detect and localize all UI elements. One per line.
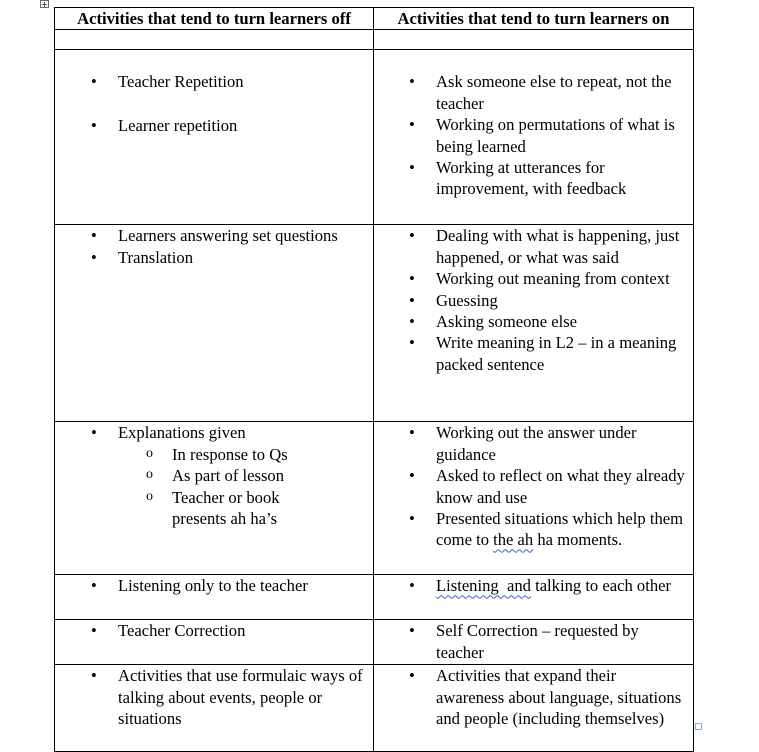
activities-table bbox=[54, 7, 694, 752]
list-item: • Activities that expand their awareness about language, situations and people (including themselves) bbox=[436, 665, 685, 729]
sub-list-item: o In response to Qs bbox=[172, 444, 327, 465]
off-list bbox=[55, 665, 373, 729]
sub-list-item: o Teacher or book presents ah ha’s bbox=[172, 487, 327, 530]
table-row bbox=[55, 225, 694, 422]
table-row bbox=[55, 620, 694, 665]
on-list bbox=[374, 665, 693, 729]
list-item: • Learner repetition bbox=[118, 115, 367, 136]
on-list bbox=[374, 620, 693, 663]
list-item: • Dealing with what is happening, just happened, or what was said bbox=[436, 225, 685, 268]
list-item: • Working on permutations of what is being learned bbox=[436, 114, 685, 157]
list-item: • Asking someone else bbox=[436, 311, 685, 332]
sub-list bbox=[118, 444, 367, 530]
list-item: • Self Correction – requested by teacher bbox=[436, 620, 685, 663]
list-item: • Guessing bbox=[436, 290, 685, 311]
list-item: • Explanations given o In response to Qs o As part of lesson o Teacher or book presents ah ha’s bbox=[118, 422, 367, 529]
off-list bbox=[55, 575, 373, 596]
list-item: • Presented situations which help them come to the ah ha moments. bbox=[436, 508, 685, 551]
list-item: • Working out meaning from context bbox=[436, 268, 685, 289]
header-turn-on: Activities that tend to turn learners on bbox=[374, 8, 694, 30]
off-list bbox=[55, 225, 373, 268]
on-list bbox=[374, 71, 693, 199]
off-list bbox=[55, 71, 373, 136]
list-item: • Asked to reflect on what they already know and use bbox=[436, 465, 685, 508]
off-list bbox=[55, 620, 373, 641]
header-turn-off: Activities that tend to turn learners off bbox=[55, 8, 374, 30]
list-item: • Listening and talking to each other bbox=[436, 575, 685, 596]
table-move-handle-icon[interactable] bbox=[40, 0, 49, 8]
table-row bbox=[55, 575, 694, 620]
list-item: • Listening only to the teacher bbox=[118, 575, 367, 596]
table-row bbox=[55, 422, 694, 575]
list-item: • Teacher Correction bbox=[118, 620, 367, 641]
list-item: • Ask someone else to repeat, not the teacher bbox=[436, 71, 685, 114]
spellcheck-squiggle: the ah bbox=[493, 530, 534, 550]
table-row bbox=[55, 665, 694, 752]
list-item: • Learners answering set questions bbox=[118, 225, 367, 246]
list-item: • Working out the answer under guidance bbox=[436, 422, 685, 465]
list-item: • Working at utterances for improvement, with feedback bbox=[436, 157, 685, 200]
list-item: • Write meaning in L2 – in a meaning packed sentence bbox=[436, 332, 685, 375]
table-spacer-row bbox=[55, 30, 694, 50]
off-list bbox=[55, 422, 373, 529]
sub-list-item: o As part of lesson bbox=[172, 465, 327, 486]
spellcheck-squiggle: Listening and bbox=[436, 576, 531, 596]
table-row bbox=[55, 50, 694, 225]
table-header-row bbox=[55, 8, 694, 30]
list-item: • Teacher Repetition bbox=[118, 71, 367, 92]
on-list bbox=[374, 422, 693, 550]
on-list bbox=[374, 575, 693, 596]
list-item: • Translation bbox=[118, 247, 367, 268]
list-item: • Activities that use formulaic ways of talking about events, people or situations bbox=[118, 665, 367, 729]
on-list bbox=[374, 225, 693, 375]
table-resize-handle-icon[interactable] bbox=[695, 723, 702, 730]
